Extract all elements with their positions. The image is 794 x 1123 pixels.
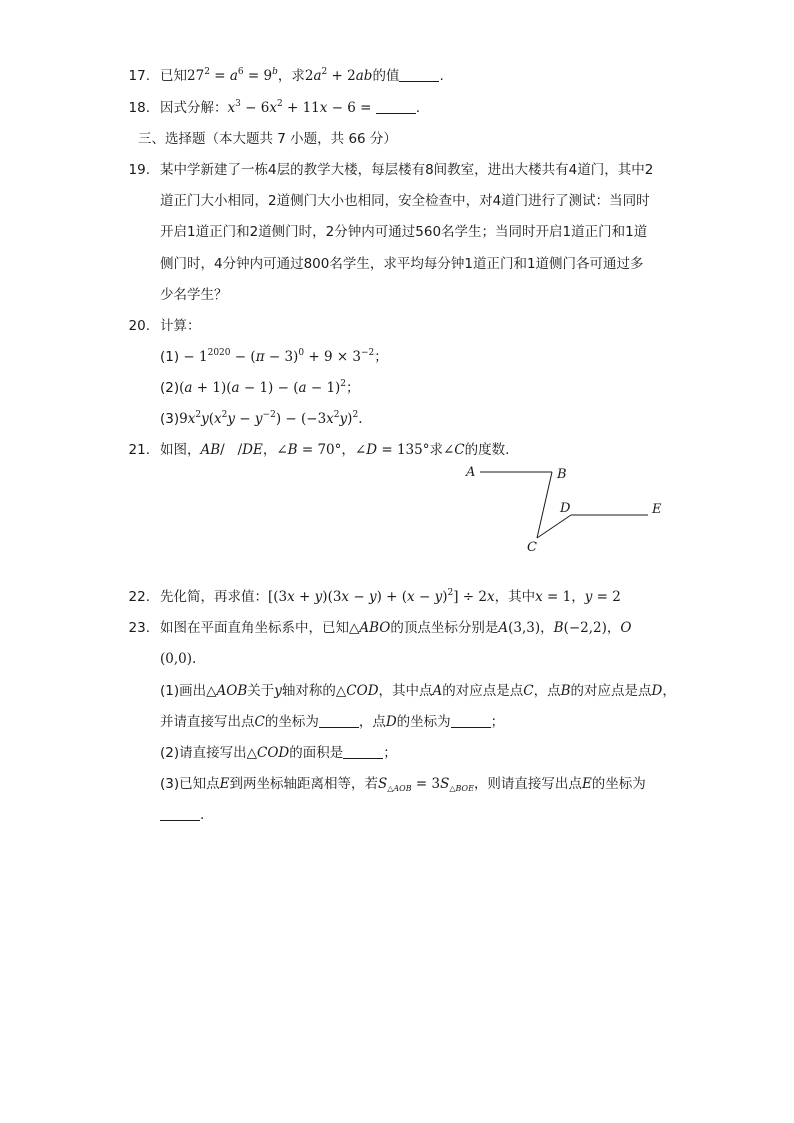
q23-part-2 — [160, 743, 397, 763]
q21-condition: AB/ /DE，∠B = 70°，∠D = 135° — [200, 442, 430, 458]
q23-p1d: ，其中点 — [378, 683, 433, 699]
answer-blank[interactable] — [160, 807, 200, 821]
q18-expression: $x^3 - 6x^2 + 11x - 6$ = — [227, 99, 376, 116]
q23-p3b: 到两坐标轴距离相等，若 — [229, 776, 378, 792]
q23-p2b: 的面积是 — [289, 745, 344, 761]
answer-blank[interactable] — [451, 714, 491, 728]
q23-p1i: 并请直接写出点 — [160, 714, 255, 730]
q23-line1b-text: 的顶点坐标分别是 — [390, 620, 499, 636]
q18-prefix: 因式分解： — [160, 100, 228, 116]
math-e: E — [219, 776, 230, 792]
q20-p3-expr: $9x^2y(x^2y - y^{-2}) - (-3x^2y)^2$. — [179, 410, 363, 427]
q22-expression: $[(3x + y)(3x - y) + (x - y)^2] \div 2x$ — [268, 588, 495, 605]
q17-number: 17. — [128, 68, 150, 84]
q23-p1g: 的对应点是点 — [570, 683, 652, 699]
q20-p2-label: (2) — [160, 380, 180, 396]
q23-part-1-line-2 — [160, 712, 504, 732]
q23-p1a: (1)画出 — [160, 683, 207, 699]
q23-p3a: (3)已知点 — [160, 776, 220, 792]
math-d: D — [651, 683, 663, 699]
q23-p2a: (2)请直接写出 — [160, 745, 247, 761]
q17-equation: $27^2 = a^6 = 9^b$ — [187, 67, 278, 84]
math-d2: D — [385, 714, 397, 730]
q17-end: . — [439, 68, 444, 84]
q22-comma: ， — [571, 589, 585, 605]
q21-text — [160, 440, 509, 460]
q17-expression: $2a^2 + 2ab$ — [304, 67, 373, 84]
q23-p1m: ； — [490, 714, 505, 730]
q21-figure — [460, 460, 670, 555]
q21-sep: 求 — [429, 442, 443, 458]
q23-p3c: ，则请直接写出点 — [473, 776, 582, 792]
q23-part-3 — [160, 774, 646, 794]
math-y: y — [274, 683, 282, 699]
q18-text — [160, 98, 420, 118]
q19-line-4: 侧门时，4分钟内可通过800名学生，求平均每分钟1道正门和1道侧门各可通过多 — [160, 256, 644, 272]
point-label-b: B — [557, 467, 567, 482]
segment-bc — [537, 472, 552, 538]
q17-tail: 的值 — [372, 68, 400, 84]
section-heading: 三、选择题（本大题共 7 小题，共 66 分） — [138, 131, 397, 147]
q22-value-x: x = 1 — [535, 589, 572, 605]
math-b: B — [560, 683, 571, 699]
q23-p3d: 的坐标为 — [591, 776, 646, 792]
q22-mid: ，其中 — [494, 589, 536, 605]
q23-line-1 — [160, 618, 631, 638]
q23-coords: A(3,3)，B(−2,2)，O — [498, 620, 632, 636]
q19-line-3: 开启1道正门和2道侧门时，2分钟内可通过560名学生；当同时开启1道正门和1道 — [160, 224, 648, 240]
q23-p3e: . — [200, 807, 205, 823]
q23-line-2: (0,0). — [160, 651, 197, 667]
q22-text — [160, 587, 621, 607]
q17-mid: ，求 — [277, 68, 305, 84]
q19-line-5: 少名学生？ — [160, 287, 228, 303]
answer-blank[interactable] — [376, 100, 416, 114]
point-label-e: E — [652, 502, 662, 517]
math-aob: △AOB — [206, 683, 248, 699]
math-c: C — [523, 683, 534, 699]
q20-part-3 — [160, 409, 362, 429]
q18-end: . — [415, 100, 421, 116]
q23-p1e: 的对应点是点 — [442, 683, 524, 699]
q17-text — [160, 66, 444, 86]
math-cod: △COD — [335, 683, 379, 699]
math-cod2: △COD — [246, 745, 290, 761]
q20-p2-expr: $(a + 1)(a - 1) - (a - 1)^2$； — [179, 379, 360, 396]
q18-number: 18. — [128, 100, 150, 116]
point-label-c: C — [527, 540, 537, 555]
q23-number: 23. — [128, 620, 150, 636]
q23-p1f: ，点 — [533, 683, 561, 699]
q22-prefix: 先化简，再求值： — [160, 589, 268, 605]
q20-number: 20. — [128, 318, 150, 334]
q20-part-1 — [160, 347, 388, 367]
q23-triangle-abo: △ABO — [349, 620, 391, 636]
q22-value-y: y = 2 — [584, 589, 621, 605]
q23-line1-text: 如图在平面直角坐标系中，已知 — [160, 620, 349, 636]
answer-blank[interactable] — [319, 714, 359, 728]
math-a: A — [432, 683, 443, 699]
q21-tail: 的度数. — [464, 442, 510, 458]
q23-p1j: 的坐标为 — [264, 714, 319, 730]
q20-p1-expr: − $1^{2020} - (\pi - 3)^0 + 9 \times 3^{-2}$； — [179, 348, 388, 365]
q19-line-2: 道正门大小相同，2道侧门大小也相同，安全检查中，对4道门进行了测试：当同时 — [160, 193, 650, 209]
q22-number: 22. — [128, 589, 150, 605]
q21-target: ∠C — [442, 442, 465, 458]
math-area-relation: $S_{\triangle AOB} = 3S_{\triangle BOE}$ — [377, 776, 474, 793]
segment-cd — [537, 515, 571, 538]
q19-number: 19. — [128, 162, 150, 178]
q23-p1b: 关于 — [247, 683, 275, 699]
q23-p1c: 轴对称的 — [281, 683, 336, 699]
q17-prefix: 已知 — [160, 68, 187, 84]
answer-blank[interactable] — [343, 745, 383, 759]
q23-p1h: ， — [662, 683, 676, 699]
math-c2: C — [254, 714, 265, 730]
q20-p3-label: (3) — [160, 411, 180, 427]
q23-p1k: ，点 — [358, 714, 386, 730]
q23-p1l: 的坐标为 — [396, 714, 451, 730]
q23-p2c: ； — [383, 745, 397, 761]
point-label-a: A — [466, 465, 476, 480]
q23-part-3-line-2 — [160, 805, 204, 825]
point-label-d: D — [560, 501, 571, 516]
q20-part-2 — [160, 378, 360, 398]
q20-p1-label: (1) — [160, 349, 180, 365]
q19-line-1: 某中学新建了一栋4层的教学大楼，每层楼有8间教室，进出大楼共有4道门，其中2 — [160, 162, 654, 178]
q21-prefix: 如图， — [160, 442, 201, 458]
math-e2: E — [581, 776, 592, 792]
answer-blank[interactable] — [399, 68, 439, 82]
q20-title: 计算： — [160, 318, 201, 334]
q23-part-1-line-1 — [160, 681, 676, 701]
q21-number: 21. — [128, 442, 150, 458]
